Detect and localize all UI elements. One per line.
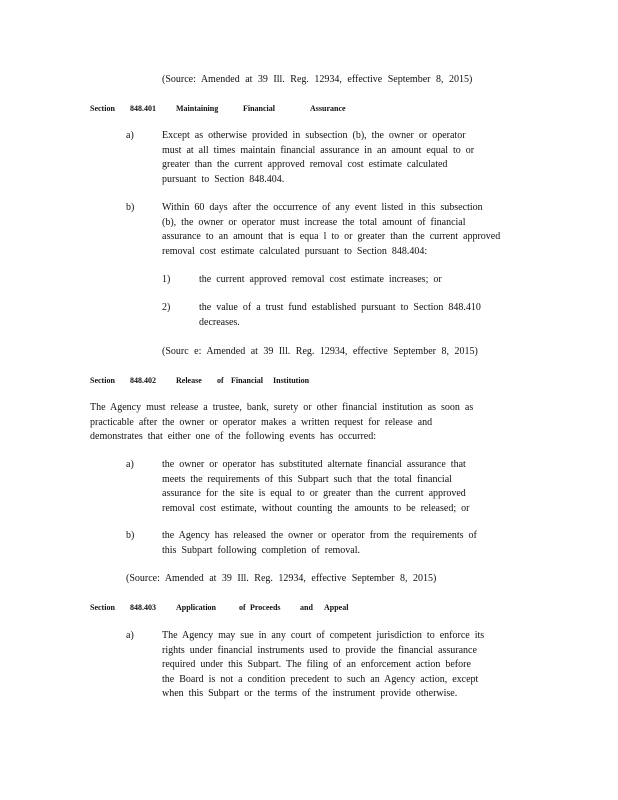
section-number: 848.402 bbox=[130, 376, 156, 385]
section-number: 848.403 bbox=[130, 603, 156, 612]
subsection-text bbox=[162, 201, 500, 259]
text-line: required under this Subpart. The filing of an enforcement action before bbox=[162, 659, 471, 670]
subsection-label: b) bbox=[126, 530, 135, 541]
body-paragraph bbox=[90, 401, 473, 445]
text-line: assurance for the site is equal to or greater than the current approved bbox=[162, 488, 466, 499]
text-line: demonstrates that either one of the following events has occurred: bbox=[90, 431, 377, 442]
section-heading bbox=[90, 104, 510, 116]
subsection-text bbox=[162, 629, 484, 702]
subsection-text bbox=[162, 129, 474, 187]
section-heading bbox=[90, 376, 510, 388]
subsection-text bbox=[162, 529, 477, 558]
text-line: Except as otherwise provided in subsection (b), the owner or operator bbox=[162, 130, 466, 141]
section-title-word: Release bbox=[176, 376, 202, 385]
numbered-text bbox=[199, 273, 442, 288]
section-title-word: Application bbox=[176, 603, 217, 612]
subsection-label: a) bbox=[126, 630, 134, 641]
section-label: Section bbox=[90, 603, 115, 612]
subsection-label: a) bbox=[126, 130, 134, 141]
source-note: (Source: Amended at 39 Ill. Reg. 12934, effective September 8, 2015) bbox=[126, 573, 437, 584]
text-line: The Agency may sue in any court of competent jurisdiction to enforce its bbox=[162, 630, 485, 641]
text-line: assurance to an amount that is equa l to or greater than the current approved bbox=[162, 231, 501, 242]
section-title-word: and bbox=[300, 603, 313, 612]
text-line: decreases. bbox=[199, 316, 240, 328]
numbered-text bbox=[199, 301, 481, 330]
source-note: (Sourc e: Amended at 39 Ill. Reg. 12934, effective September 8, 2015) bbox=[162, 346, 478, 357]
text-line: (b), the owner or operator must increase the total amount of financial bbox=[162, 216, 466, 228]
text-line: rights under financial instruments used to provide the financial assurance bbox=[162, 644, 477, 656]
section-title-word: Financial bbox=[243, 104, 276, 113]
source-note: (Source: Amended at 39 Ill. Reg. 12934, effective September 8, 2015) bbox=[162, 74, 473, 85]
text-line: greater than the current approved removal cost estimate calculated bbox=[162, 159, 448, 170]
section-title-word: Proceeds bbox=[250, 603, 281, 612]
text-line: practicable after the owner or operator makes a written request for release and bbox=[90, 416, 433, 428]
section-title-word: Financial bbox=[231, 376, 264, 385]
text-line: meets the requirements of this Subpart such that the total financial bbox=[162, 473, 452, 485]
numbered-label: 1) bbox=[162, 274, 171, 285]
text-line: removal cost estimate, without counting the amounts to be released; or bbox=[162, 502, 470, 514]
text-line: the current approved removal cost estimate increases; or bbox=[199, 274, 442, 285]
section-label: Section bbox=[90, 104, 115, 113]
section-number: 848.401 bbox=[130, 104, 156, 113]
text-line: must at all times maintain financial assurance in an amount equal to or bbox=[162, 144, 475, 156]
section-title-word: Appeal bbox=[324, 603, 349, 612]
text-line: when this Subpart or the terms of the instrument provide otherwise. bbox=[162, 688, 458, 699]
section-label: Section bbox=[90, 376, 115, 385]
section-title-word: of bbox=[217, 376, 224, 385]
numbered-label: 2) bbox=[162, 302, 171, 313]
section-title-word: Assurance bbox=[310, 104, 346, 113]
section-title-word: Maintaining bbox=[176, 104, 219, 113]
section-title-word: of bbox=[239, 603, 246, 612]
subsection-label: b) bbox=[126, 202, 135, 213]
text-line: the value of a trust fund established pursuant to Section 848.410 bbox=[199, 302, 481, 313]
text-line: the Agency has released the owner or operator from the requirements of bbox=[162, 530, 477, 541]
section-title-word: Institution bbox=[273, 376, 310, 385]
text-line: this Subpart following completion of removal. bbox=[162, 544, 361, 556]
section-heading bbox=[90, 603, 510, 615]
text-line: pursuant to Section 848.404. bbox=[162, 173, 285, 185]
subsection-label: a) bbox=[126, 459, 134, 470]
text-line: the owner or operator has substituted alternate financial assurance that bbox=[162, 459, 466, 470]
text-line: the Board is not a condition precedent to such an Agency action, except bbox=[162, 673, 479, 685]
text-line: removal cost estimate calculated pursuant to Section 848.404: bbox=[162, 245, 428, 257]
text-line: Within 60 days after the occurrence of any event listed in this subsection bbox=[162, 202, 483, 213]
subsection-text bbox=[162, 458, 469, 516]
text-line: The Agency must release a trustee, bank, surety or other financial institution as soon as bbox=[90, 402, 474, 413]
